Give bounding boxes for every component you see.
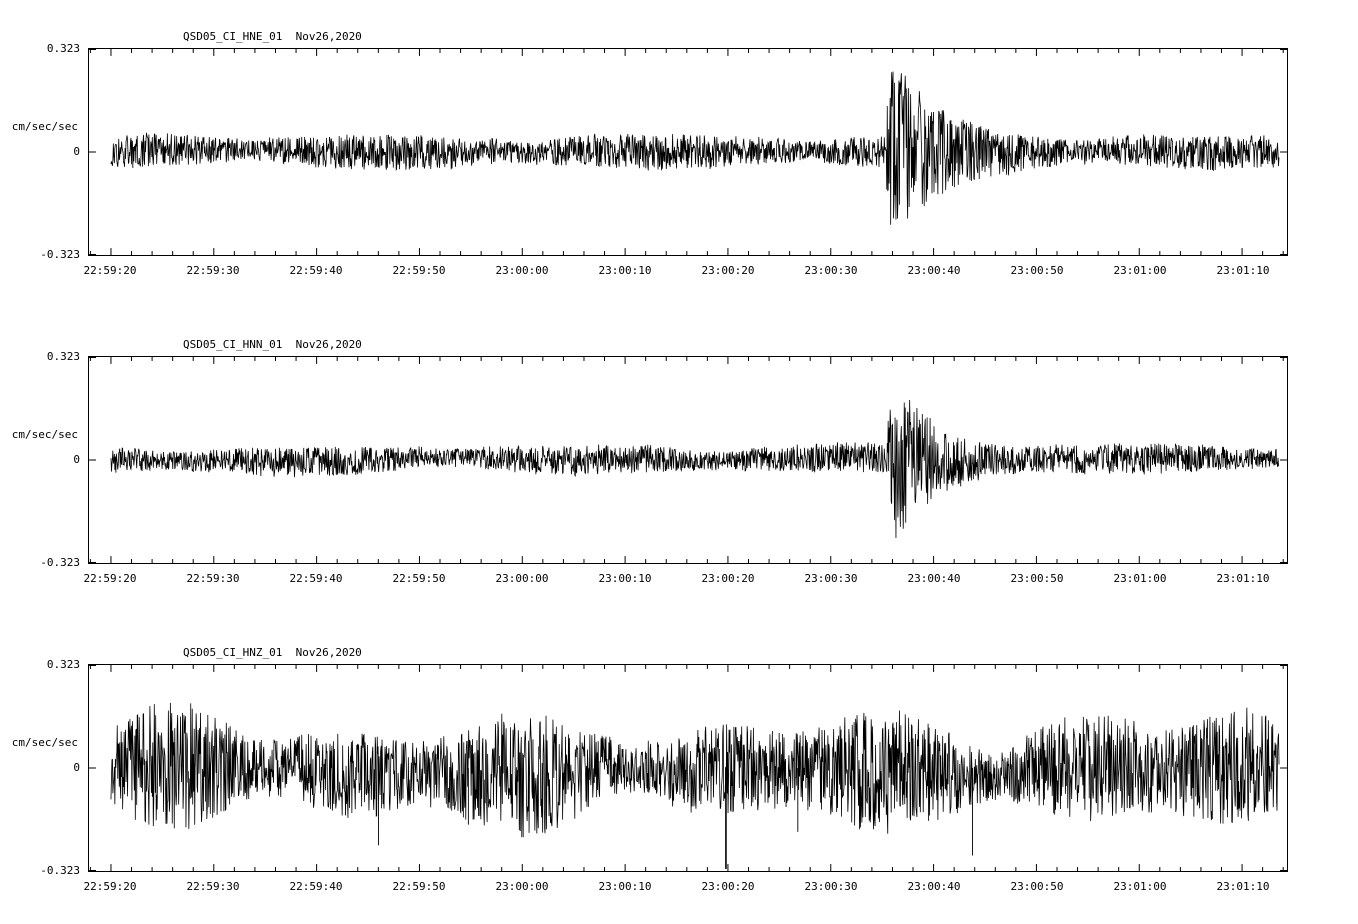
y-axis-units-label: cm/sec/sec: [11, 736, 78, 749]
x-axis-tick-label: 23:01:10: [1216, 264, 1270, 277]
x-axis-tick-label: 22:59:30: [186, 880, 240, 893]
x-axis-tick-label: 23:01:10: [1216, 880, 1270, 893]
x-axis-tick-label: 23:00:00: [495, 880, 549, 893]
panel-title: QSD05_CI_HNE_01 Nov26,2020: [183, 30, 362, 43]
x-axis-tick-label: 23:00:40: [907, 880, 961, 893]
x-axis-tick-label: 23:00:10: [598, 880, 652, 893]
waveform-trace: [89, 665, 1287, 871]
x-axis-tick-label: 23:00:30: [804, 880, 858, 893]
y-axis-units-label: cm/sec/sec: [11, 428, 78, 441]
x-axis-tick-label: 23:00:40: [907, 572, 961, 585]
y-axis-min-label: -0.323: [40, 248, 80, 261]
seismogram-panel-hne: [0, 0, 1358, 308]
x-axis-tick-label: 23:00:20: [701, 264, 755, 277]
x-axis-tick-label: 23:01:00: [1113, 880, 1167, 893]
x-axis-tick-label: 22:59:50: [392, 880, 446, 893]
x-axis-tick-label: 23:01:10: [1216, 572, 1270, 585]
x-axis-tick-label: 22:59:20: [83, 572, 137, 585]
y-axis-zero-label: 0: [73, 761, 80, 774]
x-axis-tick-label: 22:59:50: [392, 572, 446, 585]
y-axis-min-label: -0.323: [40, 556, 80, 569]
waveform-trace: [89, 49, 1287, 255]
x-axis-tick-label: 23:01:00: [1113, 264, 1167, 277]
plot-area: [88, 356, 1288, 564]
x-axis-tick-label: 23:00:50: [1010, 264, 1064, 277]
x-axis-tick-label: 23:00:20: [701, 880, 755, 893]
x-axis-tick-label: 22:59:40: [289, 880, 343, 893]
x-axis-tick-label: 23:00:10: [598, 572, 652, 585]
y-axis-zero-label: 0: [73, 145, 80, 158]
x-axis-tick-label: 23:00:00: [495, 264, 549, 277]
x-axis-tick-label: 22:59:20: [83, 264, 137, 277]
y-axis-zero-label: 0: [73, 453, 80, 466]
y-axis-max-label: 0.323: [46, 350, 80, 363]
plot-area: [88, 48, 1288, 256]
x-axis-tick-label: 22:59:30: [186, 572, 240, 585]
panel-title: QSD05_CI_HNZ_01 Nov26,2020: [183, 646, 362, 659]
x-axis-tick-label: 23:00:50: [1010, 880, 1064, 893]
x-axis-tick-label: 23:00:00: [495, 572, 549, 585]
x-axis-tick-label: 23:00:20: [701, 572, 755, 585]
y-axis-min-label: -0.323: [40, 864, 80, 877]
x-axis-tick-label: 23:00:50: [1010, 572, 1064, 585]
y-axis-max-label: 0.323: [46, 658, 80, 671]
y-axis-max-label: 0.323: [46, 42, 80, 55]
x-axis-tick-label: 22:59:30: [186, 264, 240, 277]
x-axis-tick-label: 22:59:40: [289, 264, 343, 277]
x-axis-tick-label: 22:59:50: [392, 264, 446, 277]
x-axis-tick-label: 22:59:40: [289, 572, 343, 585]
x-axis-tick-label: 23:00:10: [598, 264, 652, 277]
x-axis-tick-label: 22:59:20: [83, 880, 137, 893]
x-axis-tick-label: 23:00:30: [804, 264, 858, 277]
panel-title: QSD05_CI_HNN_01 Nov26,2020: [183, 338, 362, 351]
seismogram-panel-hnz: [0, 616, 1358, 924]
x-axis-tick-label: 23:01:00: [1113, 572, 1167, 585]
x-axis-tick-label: 23:00:30: [804, 572, 858, 585]
plot-area: [88, 664, 1288, 872]
waveform-trace: [89, 357, 1287, 563]
seismogram-panel-hnn: [0, 308, 1358, 616]
x-axis-tick-label: 23:00:40: [907, 264, 961, 277]
y-axis-units-label: cm/sec/sec: [11, 120, 78, 133]
